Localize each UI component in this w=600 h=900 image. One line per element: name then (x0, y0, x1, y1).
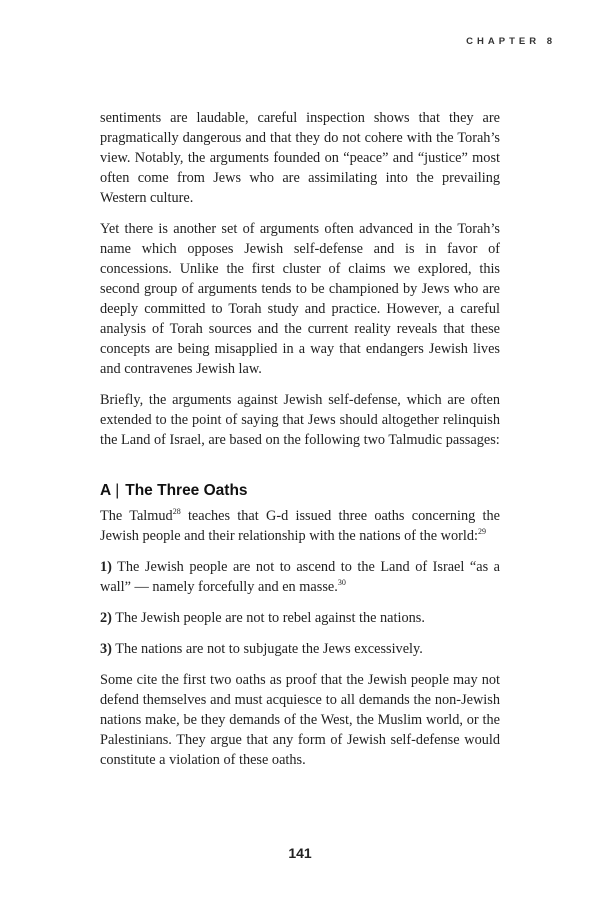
section-heading (100, 480, 500, 502)
oath-3 (100, 639, 500, 659)
section-intro (100, 506, 500, 546)
footnote-ref-29[interactable]: 29 (478, 527, 486, 536)
intro-text-a: The Talmud (100, 508, 173, 524)
oath-3-text: The nations are not to subjugate the Jews excessively. (111, 641, 423, 657)
paragraph-2: Yet there is another set of arguments often advanced in the Torah’s name which opposes Jewish self-defense and is in favor of concessions. Unlike the first cluster of claims we explored, this second group of arguments tends to be championed by Jews who are deeply committed to Torah study and practice. However, a careful analysis of Torah sources and the current reality reveals that these concepts are being misapplied in a way that endangers Jewish lives and contravenes Jewish law. (100, 221, 500, 377)
paragraph-3: Briefly, the arguments against Jewish self-defense, which are often extended to the point of saying that Jews should altogether relinquish the Land of Israel, are based on the following two Talmudic passages: (100, 392, 500, 448)
oath-1-number: 1) (100, 559, 112, 575)
page-body (100, 108, 500, 781)
running-head: CHAPTER 8 (466, 36, 556, 47)
footnote-ref-28[interactable]: 28 (172, 507, 181, 516)
page-number: 141 (288, 845, 312, 861)
paragraph-1: sentiments are laudable, careful inspection shows that they are pragmatically dangerous and that they do not cohere with the Torah’s view. Notably, the arguments founded on “peace” and “justice” most often come from Jews who are assimilating into the prevailing Western culture. (100, 110, 500, 206)
oath-1 (100, 557, 500, 597)
oath-2-text: The Jewish people are not to rebel against the nations. (111, 610, 425, 626)
oath-2-number: 2) (100, 610, 112, 626)
section-separator: | (115, 482, 120, 499)
section-title: The Three Oaths (125, 482, 248, 499)
closing-paragraph: Some cite the first two oaths as proof that the Jewish people may not defend themselves and must acquiesce to all demands the non-Jewish nations make, be they demands of the West, the Muslim world, or the Palestinians. They argue that any form of Jewish self-defense would constitute a violation of these oaths. (100, 672, 500, 768)
intro-text-b: teaches that G-d issued three oaths concerning the Jewish people and their relationship with the nations of the world: (100, 508, 500, 544)
oath-1-text: The Jewish people are not to ascend to the Land of Israel “as a wall” — namely forcefully and en masse. (100, 559, 500, 595)
oath-2 (100, 608, 500, 628)
oath-3-number: 3) (100, 641, 112, 657)
footnote-ref-30[interactable]: 30 (337, 578, 346, 587)
section-letter: A (100, 482, 112, 499)
